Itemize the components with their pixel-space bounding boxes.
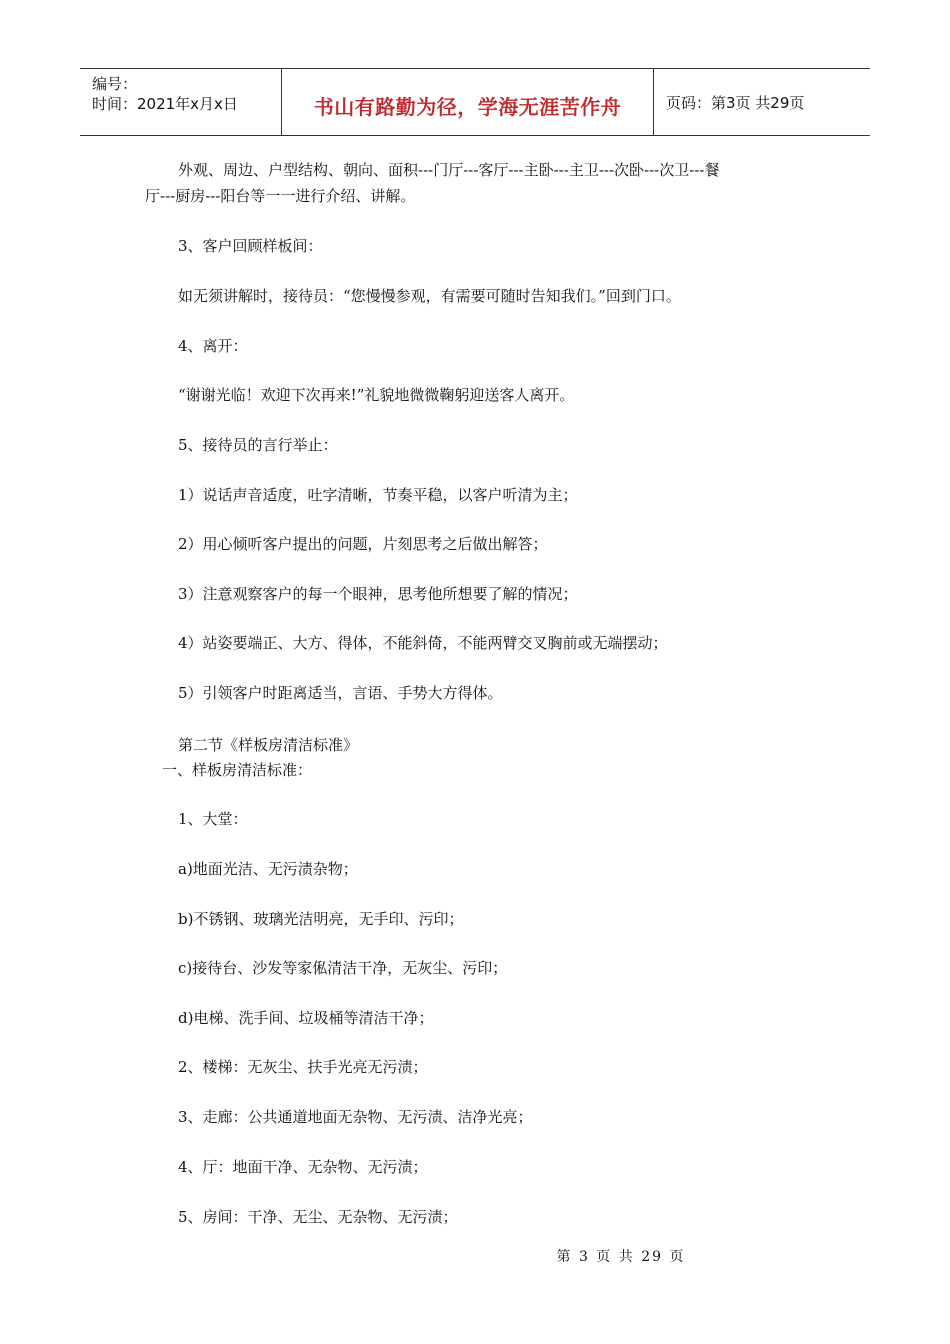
section-title: 第二节《样板房清洁标准》 — [178, 736, 359, 754]
paragraph-item-3: 3、客户回顾样板间： — [178, 237, 323, 255]
serial-label: 编号： — [92, 75, 138, 93]
paragraph-item-4: 4、离开： — [178, 337, 248, 355]
paragraph-tour-sequence-2: 厅---厨房---阳台等一一进行介绍、讲解。 — [145, 187, 416, 205]
paragraph-conduct-4: 4）站姿要端正、大方、得体，不能斜倚，不能两臂交叉胸前或无端摆动； — [178, 634, 668, 652]
paragraph-hall: 4、厅：地面干净、无杂物、无污渍； — [178, 1158, 428, 1176]
paragraph-lobby-d: d)电梯、洗手间、垃圾桶等清洁干净； — [178, 1009, 434, 1027]
page-info-text: 页码：第3页 共29页 — [666, 93, 805, 112]
time-label: 时间：2021年x月x日 — [92, 95, 238, 113]
paragraph-corridor: 3、走廊：公共通道地面无杂物、无污渍、洁净光亮； — [178, 1108, 533, 1126]
paragraph-stairs: 2、楼梯：无灰尘、扶手光亮无污渍； — [178, 1058, 428, 1076]
page-header — [80, 68, 870, 136]
paragraph-lobby-b: b)不锈钢、玻璃光洁明亮，无手印、污印； — [178, 910, 464, 928]
page-footer: 第 3 页 共 29 页 — [556, 1249, 686, 1265]
paragraph-lobby-c: c)接待台、沙发等家俬清洁干净，无灰尘、污印； — [178, 959, 508, 977]
paragraph-room: 5、房间：干净、无尘、无杂物、无污渍； — [178, 1208, 458, 1226]
header-page-info — [654, 69, 870, 135]
paragraph-item-5: 5、接待员的言行举止： — [178, 436, 338, 454]
paragraph-no-explain: 如无须讲解时，接待员：“您慢慢参观，有需要可随时告知我们。”回到门口。 — [178, 287, 681, 305]
subsection-title: 一、样板房清洁标准： — [162, 761, 313, 779]
header-motto-cell — [282, 69, 654, 135]
header-meta — [80, 69, 282, 135]
paragraph-tour-sequence-1: 外观、周边、户型结构、朝向、面积---门厅---客厅---主卧---主卫---次卧---次卫---餐 — [178, 161, 720, 179]
paragraph-conduct-5: 5）引领客户时距离适当，言语、手势大方得体。 — [178, 684, 503, 702]
paragraph-farewell: “谢谢光临！欢迎下次再来!”礼貌地微微鞠躬迎送客人离开。 — [178, 386, 575, 404]
paragraph-conduct-1: 1）说话声音适度，吐字清晰，节奏平稳，以客户听清为主； — [178, 486, 578, 504]
header-motto: 书山有路勤为径，学海无涯苦作舟 — [313, 94, 622, 119]
paragraph-conduct-2: 2）用心倾听客户提出的问题，片刻思考之后做出解答； — [178, 535, 548, 553]
paragraph-lobby: 1、大堂： — [178, 810, 248, 828]
paragraph-lobby-a: a)地面光洁、无污渍杂物； — [178, 860, 358, 878]
paragraph-conduct-3: 3）注意观察客户的每一个眼神，思考他所想要了解的情况； — [178, 585, 578, 603]
